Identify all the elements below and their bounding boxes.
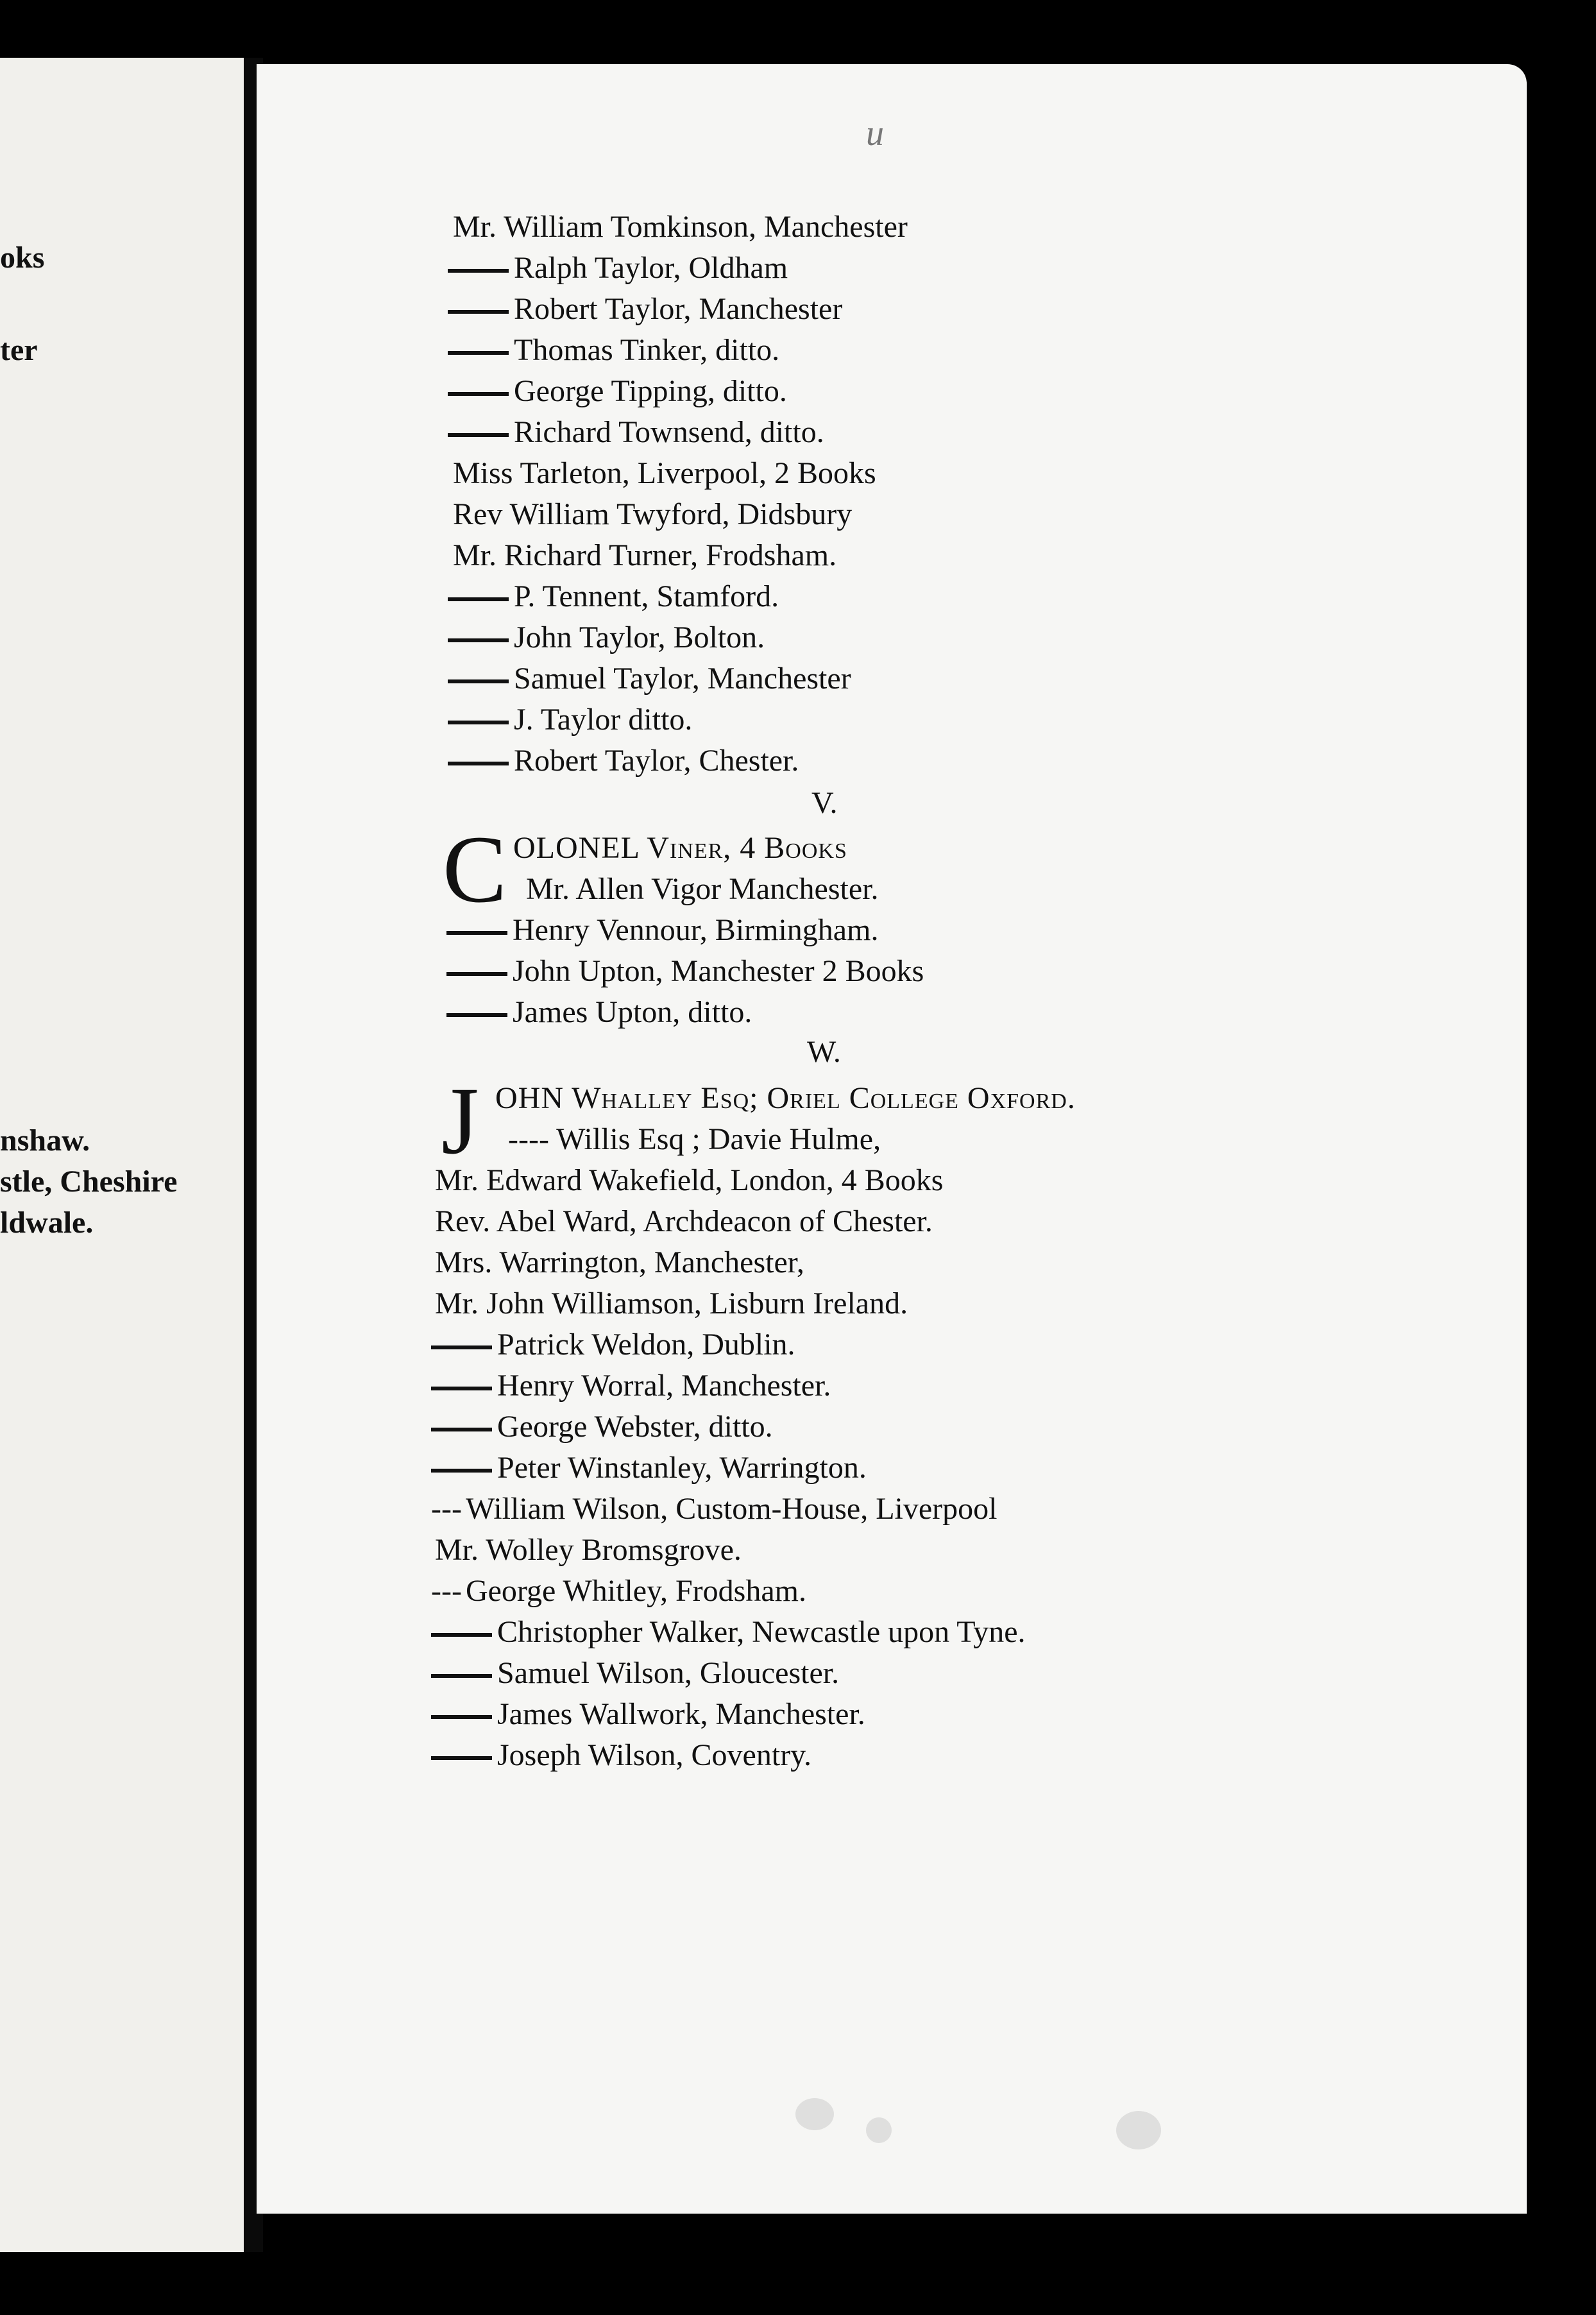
entry-name: Tarleton, Liverpool, 2 Books xyxy=(520,456,876,490)
drop-capital: J xyxy=(441,1068,479,1174)
entry-prefix: Mr. xyxy=(435,1533,486,1567)
entry-prefix: --- xyxy=(431,1574,462,1608)
ditto-dash xyxy=(431,1469,492,1473)
subscriber-list xyxy=(257,64,1527,2214)
ditto-dash xyxy=(448,721,509,724)
ditto-dash xyxy=(431,1756,492,1760)
entry-name: J. Taylor ditto. xyxy=(514,703,693,737)
subscriber-entry xyxy=(448,663,851,694)
left-fragment-line: nshaw. xyxy=(0,1123,90,1158)
left-fragment-line: ldwale. xyxy=(0,1206,94,1240)
entry-prefix: Mr. xyxy=(435,1286,487,1320)
entry-name: Henry Vennour, Birmingham. xyxy=(513,913,879,947)
subscriber-entry xyxy=(435,1206,933,1237)
subscriber-entry xyxy=(431,1699,865,1730)
entry-name: George Webster, ditto. xyxy=(497,1410,773,1444)
entry-name: Christopher Walker, Newcastle upon Tyne. xyxy=(497,1615,1026,1649)
entry-name: Edward Wakefield, London, 4 Books xyxy=(486,1163,944,1197)
entry-name: Ralph Taylor, Oldham xyxy=(514,251,788,285)
left-page-fragment xyxy=(0,58,244,2252)
ditto-dash xyxy=(448,638,509,642)
entry-name: Richard Turner, Frodsham. xyxy=(504,538,837,572)
subscriber-entry xyxy=(453,499,852,530)
section-heading-w: W. xyxy=(807,1035,841,1069)
subscriber-entry xyxy=(448,581,779,612)
ditto-dash xyxy=(448,310,509,314)
entry-name: William Twyford, Didsbury xyxy=(509,497,853,531)
entry-prefix: Mr. xyxy=(453,210,504,244)
left-fragment-line: stle, Cheshire xyxy=(0,1165,178,1199)
ditto-dash xyxy=(446,1013,507,1017)
entry-name: Peter Winstanley, Warrington. xyxy=(497,1451,867,1485)
ditto-dash xyxy=(431,1633,492,1637)
entry-name: John Williamson, Lisburn Ireland. xyxy=(486,1286,908,1320)
subscriber-entry xyxy=(431,1494,997,1525)
ditto-dash xyxy=(431,1715,492,1719)
subscriber-entry xyxy=(435,1247,804,1278)
entry-name: George Tipping, ditto. xyxy=(514,374,787,408)
ditto-dash xyxy=(448,433,509,437)
entry-name: Robert Taylor, Manchester xyxy=(514,292,843,326)
subscriber-entry xyxy=(435,1288,908,1319)
entry-prefix: Rev. xyxy=(435,1204,497,1238)
entry-prefix: Mr. xyxy=(435,1163,487,1197)
entry-name: James Wallwork, Manchester. xyxy=(497,1697,865,1731)
drop-capital: C xyxy=(443,816,507,923)
subscriber-entry xyxy=(446,997,752,1028)
ditto-dash xyxy=(448,679,509,683)
entry-name: Richard Townsend, ditto. xyxy=(514,415,824,449)
entry-name: Samuel Taylor, Manchester xyxy=(514,662,851,696)
entry-prefix: Miss xyxy=(453,456,520,490)
subscriber-entry xyxy=(431,1371,831,1401)
entry-name: William Tomkinson, Manchester xyxy=(504,210,908,244)
subscriber-entry xyxy=(431,1658,839,1689)
left-fragment-line: oks xyxy=(0,241,45,275)
subscriber-entry xyxy=(448,417,824,448)
ditto-dash xyxy=(448,597,509,601)
subscriber-entry xyxy=(453,540,836,571)
subscriber-entry xyxy=(431,1412,773,1442)
right-page xyxy=(257,64,1527,2214)
subscriber-entry xyxy=(526,874,879,905)
entry-name: Allen Vigor Manchester. xyxy=(575,872,879,906)
entry-name: John Taylor, Bolton. xyxy=(514,620,765,654)
entry-name: Patrick Weldon, Dublin. xyxy=(497,1328,795,1362)
ditto-dash xyxy=(448,269,509,273)
subscriber-entry xyxy=(431,1576,806,1607)
subscriber-entry xyxy=(435,1165,943,1196)
subscriber-entry xyxy=(431,1617,1026,1648)
page-mark: u xyxy=(866,114,884,153)
section-heading-v: V. xyxy=(811,786,838,820)
subscriber-entry xyxy=(431,1329,795,1360)
subscriber-entry xyxy=(448,705,692,735)
ditto-dash xyxy=(448,762,509,765)
subscriber-entry xyxy=(435,1535,742,1566)
subscriber-entry xyxy=(448,376,787,407)
subscriber-entry xyxy=(448,294,842,325)
entry-name: John Upton, Manchester 2 Books xyxy=(513,954,924,988)
ditto-dash xyxy=(446,972,507,976)
entry-name: William Wilson, Custom-House, Liverpool xyxy=(465,1492,998,1526)
entry-name: Henry Worral, Manchester. xyxy=(497,1369,831,1403)
entry-name: Robert Taylor, Chester. xyxy=(514,744,799,778)
ditto-dash xyxy=(446,931,507,935)
subscriber-entry xyxy=(448,622,765,653)
subscriber-entry xyxy=(453,212,908,243)
entry-name: Warrington, Manchester, xyxy=(499,1245,804,1279)
left-fragment-line: ter xyxy=(0,333,38,367)
entry-name: Thomas Tinker, ditto. xyxy=(514,333,780,367)
entry-name: George Whitley, Frodsham. xyxy=(465,1574,806,1608)
subscriber-entry xyxy=(448,746,799,776)
entry-prefix: Mrs. xyxy=(435,1245,500,1279)
entry-prefix: --- xyxy=(431,1492,462,1526)
entry-name: Abel Ward, Archdeacon of Chester. xyxy=(496,1204,933,1238)
subscriber-entry: OLONEL Viner, 4 Books xyxy=(513,831,847,865)
ditto-dash xyxy=(448,392,509,396)
subscriber-entry: ---- Willis Esq ; Davie Hulme, xyxy=(508,1122,881,1156)
entry-name: Samuel Wilson, Gloucester. xyxy=(497,1656,840,1690)
subscriber-entry: OHN Whalley Esq; Oriel College Oxford. xyxy=(495,1081,1076,1115)
entry-name: James Upton, ditto. xyxy=(513,995,752,1029)
ditto-dash xyxy=(431,1674,492,1678)
subscriber-entry xyxy=(431,1740,811,1771)
subscriber-entry xyxy=(446,956,924,987)
entry-prefix: Rev xyxy=(453,497,510,531)
ditto-dash xyxy=(431,1345,492,1349)
ditto-dash xyxy=(448,351,509,355)
ditto-dash xyxy=(431,1387,492,1390)
entry-prefix: Mr. xyxy=(453,538,505,572)
entry-name: Wolley Bromsgrove. xyxy=(486,1533,742,1567)
subscriber-entry xyxy=(453,458,876,489)
subscriber-entry xyxy=(448,335,779,366)
subscriber-entry xyxy=(448,253,788,284)
subscriber-entry xyxy=(431,1453,867,1483)
entry-name: P. Tennent, Stamford. xyxy=(514,579,779,613)
ditto-dash xyxy=(431,1428,492,1431)
subscriber-entry xyxy=(446,915,878,946)
entry-prefix: Mr. xyxy=(526,872,576,906)
entry-name: Joseph Wilson, Coventry. xyxy=(497,1738,812,1772)
